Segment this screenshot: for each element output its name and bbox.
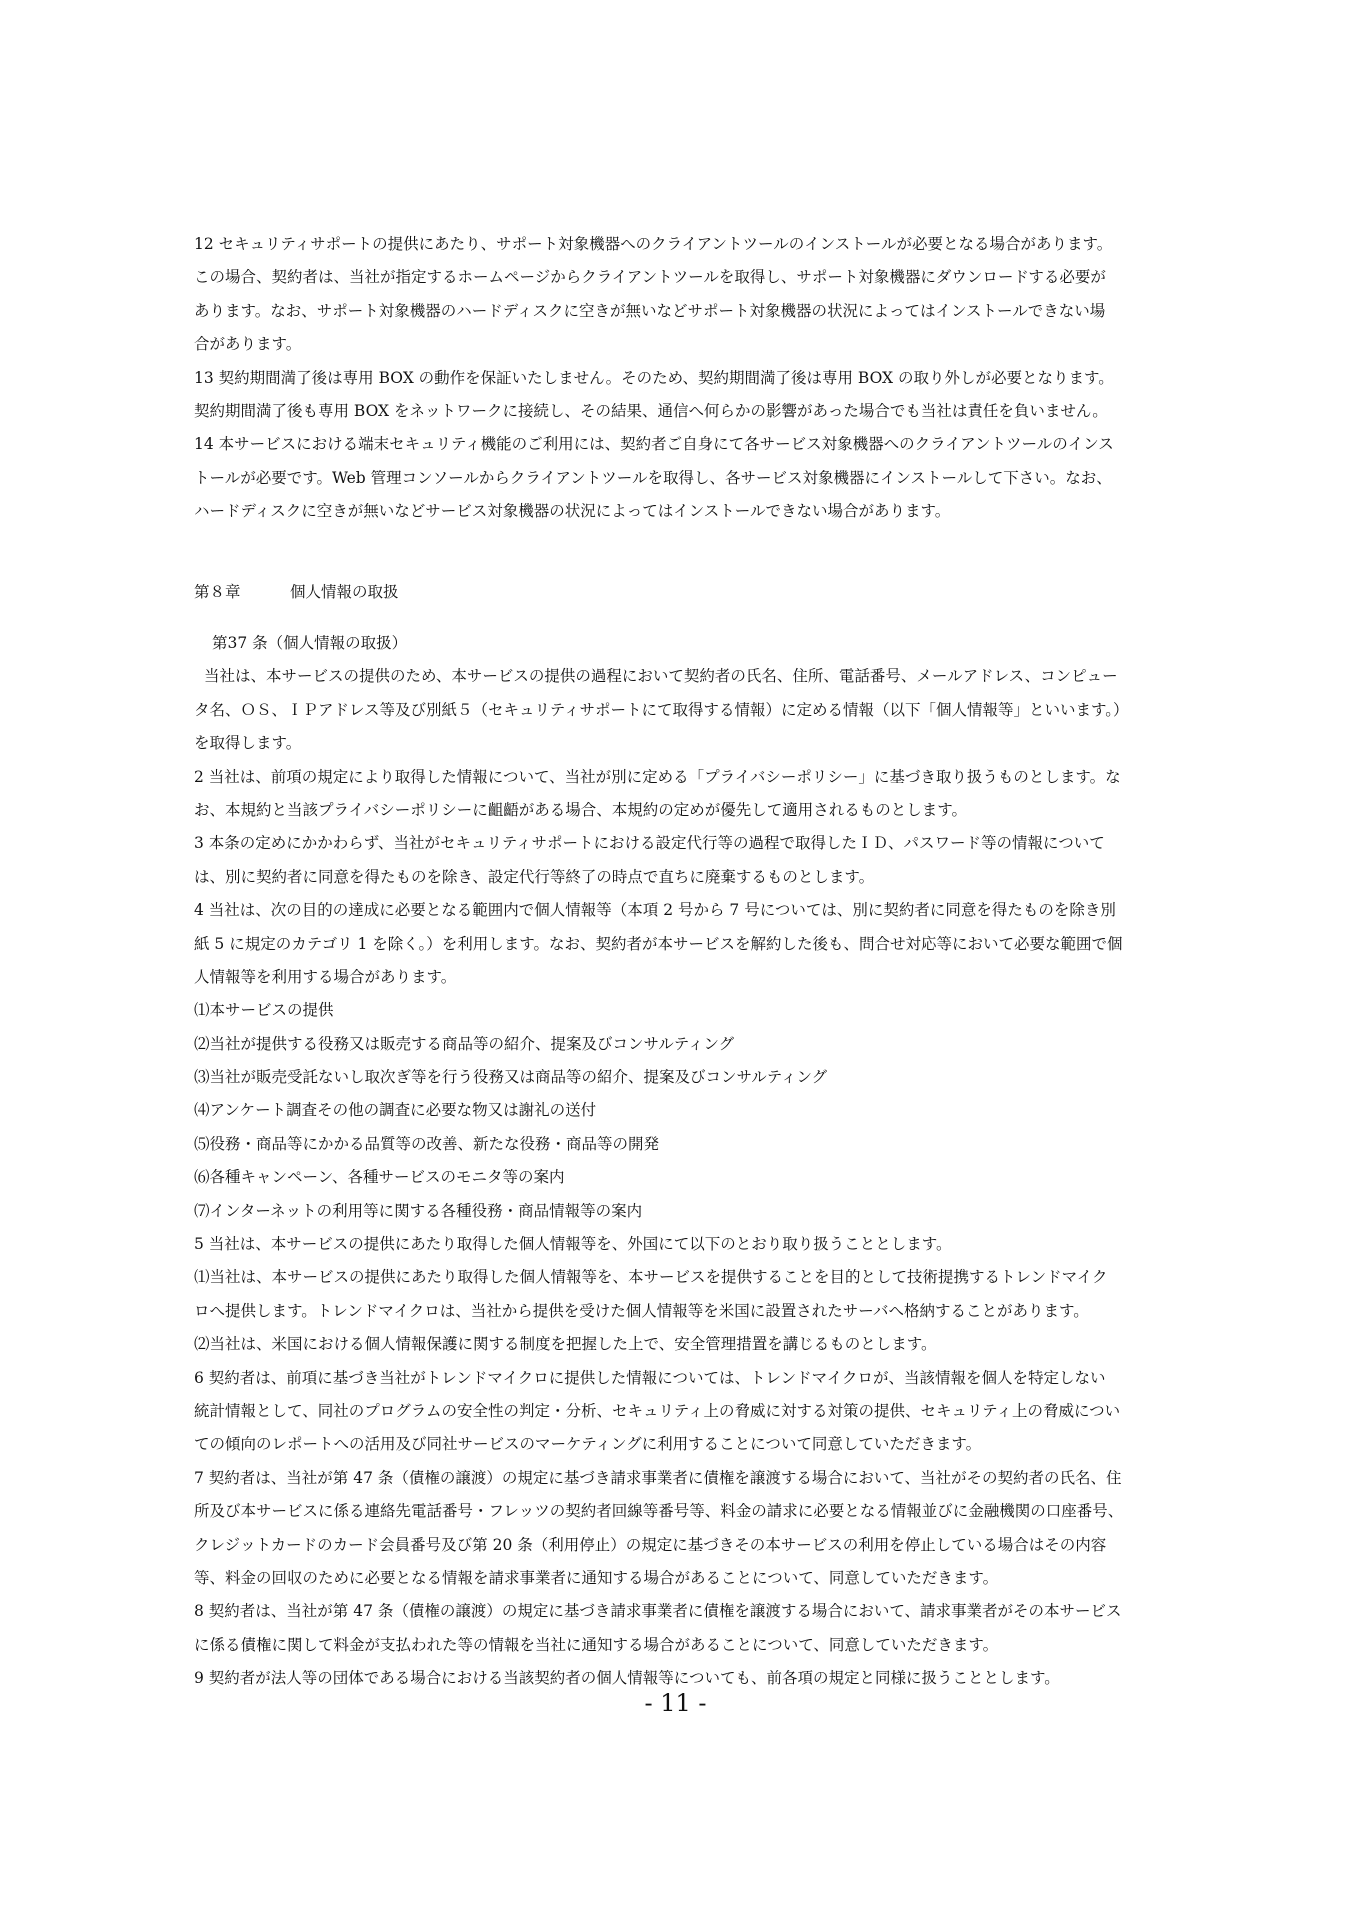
article-title: 第37 条（個人情報の取扱） — [212, 634, 408, 652]
list-item: ⑺インターネットの利用等に関する各種役務・商品情報等の案内 — [194, 1201, 643, 1220]
text-line: は、別に契約者に同意を得たものを除き、設定代行等終了の時点で直ちに廃棄するものとします。 — [194, 867, 875, 886]
list-item: ⑴本サービスの提供 — [194, 1001, 334, 1020]
chapter-number: 第８章 — [194, 583, 241, 601]
text-line: に係る債権に関して料金が支払われた等の情報を当社に通知する場合があることについて、同意していただきます。 — [194, 1635, 999, 1654]
page-number: - 11 - — [644, 1689, 707, 1717]
list-item: ⑴当社は、本サービスの提供にあたり取得した個人情報等を、本サービスを提供することを目的として技術提携するトレンドマイク — [194, 1268, 1108, 1287]
text-line: 所及び本サービスに係る連絡先電話番号・フレッツの契約者回線等番号等、料金の請求に必要となる情報並びに金融機関の口座番号、 — [194, 1502, 1124, 1521]
text-line: ハードディスクに空きが無いなどサービス対象機器の状況によってはインストールできない場合があります。 — [194, 502, 951, 521]
text-line: 7 契約者は、当社が第 47 条（債権の譲渡）の規定に基づき請求事業者に債権を譲渡する場合において、当社がその契約者の氏名、住 — [194, 1468, 1122, 1487]
text-line: 5 当社は、本サービスの提供にあたり取得した個人情報等を、外国にて以下のとおり取り扱うこととします。 — [194, 1235, 952, 1254]
text-line: 2 当社は、前項の規定により取得した情報について、当社が別に定める「プライバシーポリシー」に基づき取り扱うものとします。な — [194, 767, 1121, 786]
text-line: 等、料金の回収のために必要となる情報を請求事業者に通知する場合があることについて、同意していただきます。 — [194, 1568, 999, 1587]
list-item: ⑶当社が販売受託ないし取次ぎ等を行う役務又は商品等の紹介、提案及びコンサルティング — [194, 1068, 828, 1087]
text-line: 当社は、本サービスの提供のため、本サービスの提供の過程において契約者の氏名、住所、電話番号、メールアドレス、コンピュー — [204, 667, 1118, 686]
text-line: この場合、契約者は、当社が指定するホームページからクライアントツールを取得し、サポート対象機器にダウンロードする必要が — [194, 268, 1106, 287]
text-line: ての傾向のレポートへの活用及び同社サービスのマーケティングに利用することについて同意していただきます。 — [194, 1435, 982, 1454]
text-line: 統計情報として、同社のプログラムの安全性の判定・分析、セキュリティ上の脅威に対する対策の提供、セキュリティ上の脅威につい — [194, 1401, 1121, 1420]
text-line: 13 契約期間満了後は専用 BOX の動作を保証いたしません。そのため、契約期間満了後は専用 BOX の取り外しが必要となります。 — [194, 368, 1114, 387]
list-item: ⑹各種キャンペーン、各種サービスのモニタ等の案内 — [194, 1168, 565, 1187]
chapter-heading — [194, 576, 399, 609]
text-line: ロへ提供します。トレンドマイクロは、当社から提供を受けた個人情報等を米国に設置されたサーバへ格納することがあります。 — [194, 1301, 1089, 1320]
text-line: 4 当社は、次の目的の達成に必要となる範囲内で個人情報等（本項 2 号から 7 号については、別に契約者に同意を得たものを除き別 — [194, 901, 1116, 920]
list-item: ⑵当社は、米国における個人情報保護に関する制度を把握した上で、安全管理措置を講じるものとします。 — [194, 1335, 937, 1354]
list-item: ⑸役務・商品等にかかる品質等の改善、新たな役務・商品等の開発 — [194, 1134, 660, 1153]
text-line: あります。なお、サポート対象機器のハードディスクに空きが無いなどサポート対象機器の状況によってはインストールできない場 — [194, 301, 1106, 320]
text-line: 契約期間満了後も専用 BOX をネットワークに接続し、その結果、通信へ何らかの影響があった場合でも当社は責任を負いません。 — [194, 401, 1108, 420]
clause-12 — [194, 228, 1164, 362]
list-item: ⑷アンケート調査その他の調査に必要な物又は謝礼の送付 — [194, 1101, 597, 1120]
text-line: 紙 5 に規定のカテゴリ 1 を除く。）を利用します。なお、契約者が本サービスを解約した後も、問合せ対応等において必要な範囲で個 — [194, 934, 1123, 953]
text-line: タ名、ＯＳ、ＩＰアドレス等及び別紙５（セキュリティサポートにて取得する情報）に定める情報（以下「個人情報等」といいます。） — [194, 700, 1129, 719]
clause-14 — [194, 428, 1164, 528]
text-line: お、本規約と当該プライバシーポリシーに齟齬がある場合、本規約の定めが優先して適用されるものとします。 — [194, 800, 967, 819]
text-line: 14 本サービスにおける端末セキュリティ機能のご利用には、契約者ご自身にて各サービス対象機器へのクライアントツールのインス — [194, 435, 1114, 454]
text-line: 12 セキュリティサポートの提供にあたり、サポート対象機器へのクライアントツールのインストールが必要となる場合があります。 — [194, 235, 1113, 253]
clauses-block-top — [194, 228, 1164, 529]
text-line: 人情報等を利用する場合があります。 — [194, 967, 457, 986]
text-line: 9 契約者が法人等の団体である場合における当該契約者の個人情報等についても、前各項の規定と同様に扱うこととします。 — [194, 1669, 1060, 1688]
text-line: 3 本条の定めにかかわらず、当社がセキュリティサポートにおける設定代行等の過程で取得したＩＤ、パスワード等の情報について — [194, 834, 1105, 853]
clause-13 — [194, 362, 1164, 429]
text-line: を取得します。 — [194, 734, 302, 753]
text-line: 合があります。 — [194, 335, 302, 354]
list-item: ⑵当社が提供する役務又は販売する商品等の紹介、提案及びコンサルティング — [194, 1034, 735, 1053]
text-line: 8 契約者は、当社が第 47 条（債権の譲渡）の規定に基づき請求事業者に債権を譲渡する場合において、請求事業者がその本サービス — [194, 1602, 1122, 1621]
text-line: 6 契約者は、前項に基づき当社がトレンドマイクロに提供した情報については、トレンドマイクロが、当該情報を個人を特定しない — [194, 1368, 1106, 1387]
text-line: トールが必要です。Web 管理コンソールからクライアントツールを取得し、各サービス対象機器にインストールして下さい。なお、 — [194, 468, 1112, 487]
chapter-title: 個人情報の取扱 — [290, 583, 399, 601]
article-37 — [194, 627, 1164, 1696]
text-line: クレジットカードのカード会員番号及び第 20 条（利用停止）の規定に基づきその本サービスの利用を停止している場合はその内容 — [194, 1535, 1107, 1554]
